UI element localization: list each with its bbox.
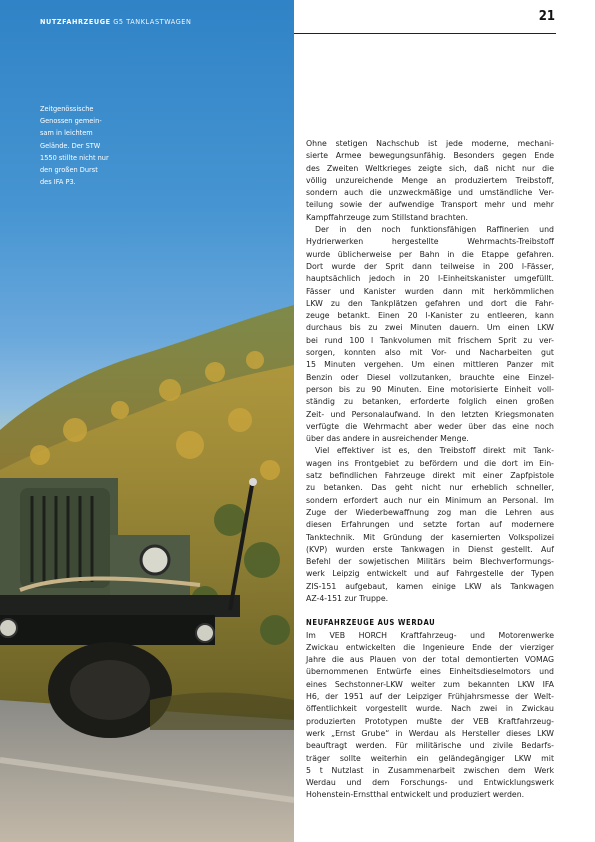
text-line: eines Sechstonner-LKW weiter zum bekannten LKW IFA (306, 679, 554, 689)
text-line: H6, der 1951 auf der Leipziger Frühjahrsmesse der Welt- (306, 692, 554, 702)
text-line: völlig unzureichende Menge an produziertem Treibstoff, (306, 175, 554, 185)
text-line: hauptsächlich jedoch in 20 l-Einheitskanister umgefüllt. (306, 274, 554, 284)
caption-line: den großen Durst (40, 166, 98, 175)
text-line: Dort wurde der Sprit dann teilweise in 200 l-Fässer, (306, 261, 554, 271)
text-line: sondern erfordert auch nur ein Minimum an Personal. Im (306, 495, 554, 505)
text-line: beauftragt werden. Für militärische und zivile Bedarfs- (306, 741, 554, 751)
text-line: Zwickau entwickelten die Ingenieure Ende der vierziger (306, 642, 554, 652)
text-line: Ohne stetigen Nachschub ist jede moderne, mechani- (306, 139, 554, 148)
text-line: werk „Ernst Grube“ in Werdau als Hersteller dieses LKW (306, 728, 554, 738)
text-line: teilung sowie der aufwendige Transport mehr und mehr (306, 200, 554, 210)
page-number: 21 (538, 9, 555, 24)
text-line: Zeit- und Personalaufwand. In den letzten Kriegsmonaten (306, 409, 554, 419)
text-line: öffentlichkeit vorgestellt wurde. Nach zwei in Zwickau (306, 704, 554, 714)
text-line: verfügte die Wehrmacht aber weder über das eine noch (306, 421, 554, 431)
header-rule (294, 33, 556, 34)
text-line: über das andere in ausreichender Menge. (306, 434, 469, 444)
caption-line: 1550 stillte nicht nur (40, 153, 109, 162)
text-line: Werdau und dem Forschungs- und Entwicklungswerk (306, 778, 554, 788)
text-line: sierte Armee bewegungsunfähig. Besonders gegen Ende (306, 151, 554, 161)
text-line: ZIS-151 aufgebaut, kamen einige LKW als Tankwagen (306, 581, 554, 591)
text-line: Hydrierwerken hergestellte Wehrmachts-Treibstoff (306, 237, 554, 247)
text-line: AZ-4-151 zur Truppe. (306, 593, 389, 603)
caption-line: Zeitgenössische (40, 105, 94, 113)
text-line: Kampffahrzeuge zum Stillstand brachten. (306, 212, 468, 222)
text-line: Benzin oder Diesel vollzutanken, brauchte eine Einzel- (306, 372, 554, 382)
paragraph (306, 445, 554, 605)
text-line: Fässer und Kanister wurden dann mit herkömmlichen (306, 286, 554, 296)
header-subsection: G5 TANKLASTWAGEN (113, 17, 192, 26)
text-line: wagen ins Frontgebiet zu befördern und die dort im Ein- (306, 458, 554, 468)
paragraph (306, 224, 554, 445)
text-line: sorgen, konnten also mit Vor- und Nacharbeiten gut (306, 348, 554, 358)
text-line: ständig zu betanken, erforderte folglich einen großen (306, 397, 554, 407)
header-section: NUTZFAHRZEUGE (40, 17, 111, 26)
caption-line: Gelände. Der STW (40, 141, 101, 150)
text-line: zeuge betankt. Einen 20 l-Kanister zu entleeren, kann (306, 311, 554, 321)
text-line: Der in den noch funktionsfähigen Raffinerien und (315, 225, 554, 235)
caption-line: des IFA P3. (40, 178, 76, 187)
text-line: Befehl der sowjetischen Militärs beim Blechverformungs- (306, 557, 554, 567)
hero-photo (0, 0, 294, 842)
text-line: 15 Minuten vergehen. Um einen mittleren Panzer mit (306, 360, 554, 370)
text-line: bei rund 100 l Tankvolumen mit frischem Sprit zu ver- (306, 335, 554, 345)
text-line: (KVP) wurden erste Tankwagen in Dienst gestellt. Auf (306, 544, 554, 554)
text-line: werk Leipzig entwickelt und auf Fahrgestelle der Typen (306, 569, 554, 579)
text-line: satz befindlichen Fahrzeuge direkt mit einer Zapfpistole (306, 471, 554, 481)
text-line: person bis zu 90 Minuten. Eine motorisierte Einheit voll- (306, 384, 554, 394)
text-line: sondern auch die unzweckmäßige und umständliche Ver- (306, 188, 554, 198)
caption-line: Genossen gemein- (40, 117, 102, 126)
text-line: 5 t Nutzlast in Zusammenarbeit zwischen dem Werk (306, 765, 554, 775)
article-body (306, 138, 554, 802)
paragraph (306, 630, 554, 802)
text-line: Tanktechnik. Mit Gründung der kasernierten Volkspolizei (306, 532, 554, 542)
text-line: Im VEB HORCH Kraftfahrzeug- und Motorenwerke (306, 630, 554, 640)
text-line: LKW zu den Tankplätzen gefahren und dort die Fahr- (306, 298, 554, 308)
text-line: produzierten Prototypen mußte der VEB Kraftfahrzeug- (306, 716, 554, 726)
text-line: Zuge der Wiederbewaffnung zog man die Lehren aus (306, 507, 554, 517)
text-line: durchaus bis zu zwei Minuten dauern. Um einen LKW (306, 323, 554, 333)
text-line: diesen Erfahrungen und setzte fortan auf modernere (306, 520, 554, 530)
photo-caption (40, 103, 132, 188)
running-header (40, 17, 191, 26)
caption-line: sam in leichtem (40, 129, 93, 138)
paragraph (306, 138, 554, 224)
text-line: Jahre die aus Plauen von der total demontierten VOMAG (306, 655, 554, 665)
text-line: des Zweiten Weltkrieges zeigte sich, daß nicht nur die (306, 163, 554, 173)
text-line: zu betanken. Das geht nicht nur erheblich schneller, (306, 483, 554, 493)
text-line: Hohenstein-Ernstthal entwickelt und produziert werden. (306, 790, 525, 800)
section-heading: NEUFAHRZEUGE AUS WERDAU (306, 618, 436, 628)
text-line: Viel effektiver ist es, den Treibstoff direkt mit Tank- (315, 446, 554, 456)
text-line: übernommenen Entwürfe eines Einheitsdieselmotors und (306, 667, 554, 677)
text-line: träger sollte weiterhin ein geländegängiger LKW mit (306, 753, 554, 763)
text-line: wurde üblicherweise per Bahn in die Etappe gefahren. (306, 249, 554, 259)
